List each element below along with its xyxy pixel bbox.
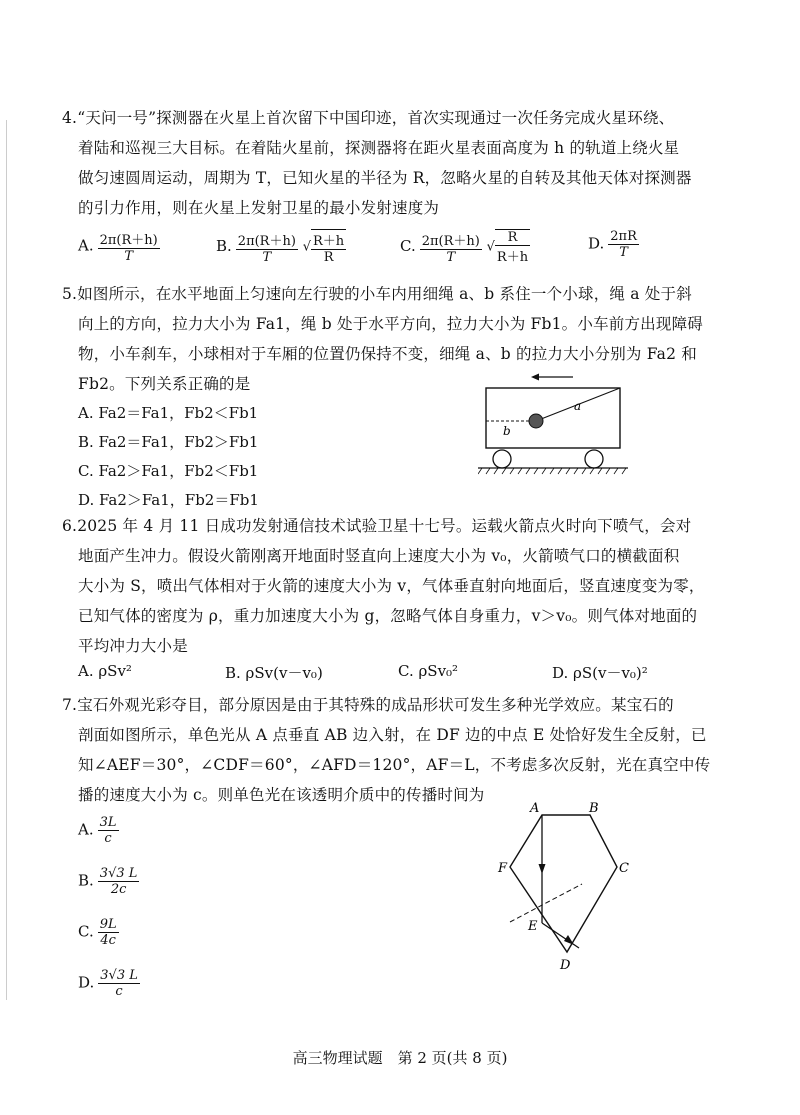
- q5-cart-figure: [478, 368, 638, 486]
- q6-line-5: 平均冲力大小是: [78, 637, 188, 655]
- q7-d-den: c: [115, 984, 123, 999]
- cart-body: [486, 388, 620, 448]
- q7-option-b-label: B.: [78, 871, 94, 890]
- q4-c-rad-den: R＋h: [496, 250, 529, 265]
- q7-line-2: 剖面如图所示，单色光从 A 点垂直 AB 边入射，在 DF 边的中点 E 处恰好发生全反射，已: [78, 726, 707, 744]
- q7-option-b: [78, 866, 139, 897]
- q7-option-c: [78, 917, 119, 948]
- gem-outline: [510, 815, 617, 952]
- q4-option-d: [588, 229, 639, 260]
- label-E: E: [528, 919, 538, 934]
- q7-line-4: 播的速度大小为 c。则单色光在该透明介质中的传播时间为: [78, 786, 485, 804]
- q7-line-1: 7.宝石外观光彩夺目，部分原因是由于其特殊的成品形状可发生多种光学效应。某宝石的: [62, 696, 674, 714]
- q5-option-b: B. Fa2＝Fa1，Fb2＞Fb1: [78, 433, 259, 451]
- q4-c-sqrt: √ $\frac{R}{R+h}$: [486, 230, 529, 265]
- q7-option-a-label: A.: [78, 820, 94, 839]
- q7-option-a: [78, 815, 119, 846]
- q5-option-d: D. Fa2＞Fa1，Fb2＝Fb1: [78, 491, 259, 509]
- page-footer: 高三物理试题 第 2 页(共 8 页): [292, 1049, 508, 1067]
- q6-option-b: B. ρSv(v－v₀): [225, 664, 323, 682]
- ball: [529, 414, 543, 428]
- page-edge-rule: [6, 120, 7, 1000]
- q5-line-4: Fb2。下列关系正确的是: [78, 375, 251, 393]
- q4-d-num: 2πR: [610, 229, 637, 244]
- q4-c-rad-num: R: [495, 230, 530, 246]
- label-a: a: [574, 399, 582, 413]
- q7-option-d: [78, 968, 140, 999]
- q4-option-a-label: A.: [78, 236, 94, 255]
- q7-c-den: 4c: [100, 933, 116, 948]
- q4-a-num: 2π(R＋h): [98, 229, 160, 249]
- q4-b-den: T: [262, 249, 272, 265]
- q5-option-c: C. Fa2＞Fa1，Fb2＜Fb1: [78, 462, 259, 480]
- q7-d-num: 3√3 L: [100, 968, 138, 983]
- q4-option-d-label: D.: [588, 234, 605, 253]
- q5-line-2: 向上的方向，拉力大小为 Fa1，绳 b 处于水平方向，拉力大小为 Fb1。小车前方出现障碍: [78, 315, 703, 333]
- label-D: D: [560, 958, 571, 973]
- q7-b-num: 3√3 L: [99, 866, 138, 881]
- q7-c-num: 9L: [99, 917, 117, 932]
- q7-b-den: 2c: [110, 882, 127, 897]
- q6-option-a: A. ρSv²: [78, 662, 132, 680]
- q4-option-c: [400, 229, 530, 265]
- q7-option-d-label: D.: [78, 973, 95, 992]
- q4-line-1: 4.“天问一号”探测器在火星上首次留下中国印迹，首次实现通过一次任务完成火星环绕、: [62, 109, 675, 127]
- q4-option-b-label: B.: [216, 237, 232, 255]
- q5-line-3: 物，小车刹车，小球相对于车厢的位置仍保持不变，细绳 a、b 的拉力大小分别为 Fa2 和: [78, 345, 697, 363]
- q4-line-3: 做匀速圆周运动，周期为 T，已知火星的半径为 R，忽略火星的自转及其他天体对探测器: [78, 169, 692, 187]
- q7-a-num: 3L: [99, 815, 117, 830]
- wheel-left: [493, 450, 511, 468]
- q5-option-a: A. Fa2＝Fa1，Fb2＜Fb1: [78, 404, 259, 422]
- q4-line-4: 的引力作用，则在火星上发射卫星的最小发射速度为: [78, 199, 440, 217]
- q6-line-1: 6.2025 年 4 月 11 日成功发射通信技术试验卫星十七号。运载火箭点火时向下喷气，会对: [62, 517, 692, 535]
- q4-option-c-label: C.: [400, 237, 416, 255]
- label-A: A: [530, 801, 540, 816]
- label-b: b: [503, 424, 511, 438]
- label-F: F: [498, 861, 508, 876]
- q6-line-3: 大小为 S，喷出气体相对于火箭的速度大小为 v，气体垂直射向地面后，竖直速度变为零，: [78, 577, 705, 595]
- arrow-head: [531, 374, 539, 381]
- q6-line-4: 已知气体的密度为 ρ，重力加速度大小为 g，忽略气体自身重力，v＞v₀。则气体对地面的: [78, 607, 698, 625]
- ray-arrow-2: [564, 935, 574, 945]
- ground-hatch: [478, 468, 626, 474]
- q4-a-den: T: [124, 249, 133, 264]
- q4-d-den: T: [619, 245, 628, 260]
- q6-option-c: C. ρSv₀²: [398, 662, 459, 680]
- q4-c-num: 2π(R＋h): [420, 230, 482, 250]
- q6-line-2: 地面产生冲力。假设火箭刚离开地面时竖直向上速度大小为 v₀，火箭喷气口的横截面积: [78, 547, 680, 565]
- q4-b-rad-den: R: [323, 250, 334, 265]
- normal-line: [510, 884, 582, 922]
- q4-b-sqrt: √ $\frac{R+h}{R}$: [303, 229, 346, 265]
- label-B: B: [589, 801, 599, 816]
- q7-option-c-label: C.: [78, 922, 94, 941]
- q4-b-rad-num: R＋h: [311, 230, 346, 250]
- q4-line-2: 着陆和巡视三大目标。在着陆火星前，探测器将在距火星表面高度为 h 的轨道上绕火星: [78, 139, 680, 157]
- q5-line-1: 5.如图所示，在水平地面上匀速向左行驶的小车内用细绳 a、b 系住一个小球，绳 a 处于斜: [62, 285, 692, 303]
- q6-option-d: D. ρS(v－v₀)²: [552, 664, 648, 682]
- q4-option-a: [78, 229, 160, 264]
- q4-option-b: [216, 229, 346, 265]
- q4-c-den: T: [446, 249, 456, 265]
- label-C: C: [619, 861, 629, 876]
- q7-a-den: c: [104, 831, 112, 846]
- q4-b-num: 2π(R＋h): [236, 230, 298, 250]
- q7-gem-figure: [490, 792, 640, 977]
- wheel-right: [585, 450, 603, 468]
- q7-line-3: 知∠AEF＝30°，∠CDF＝60°，∠AFD＝120°，AF＝L，不考虑多次反射，光在真空中传: [78, 756, 711, 774]
- ray-arrow-1: [539, 864, 546, 874]
